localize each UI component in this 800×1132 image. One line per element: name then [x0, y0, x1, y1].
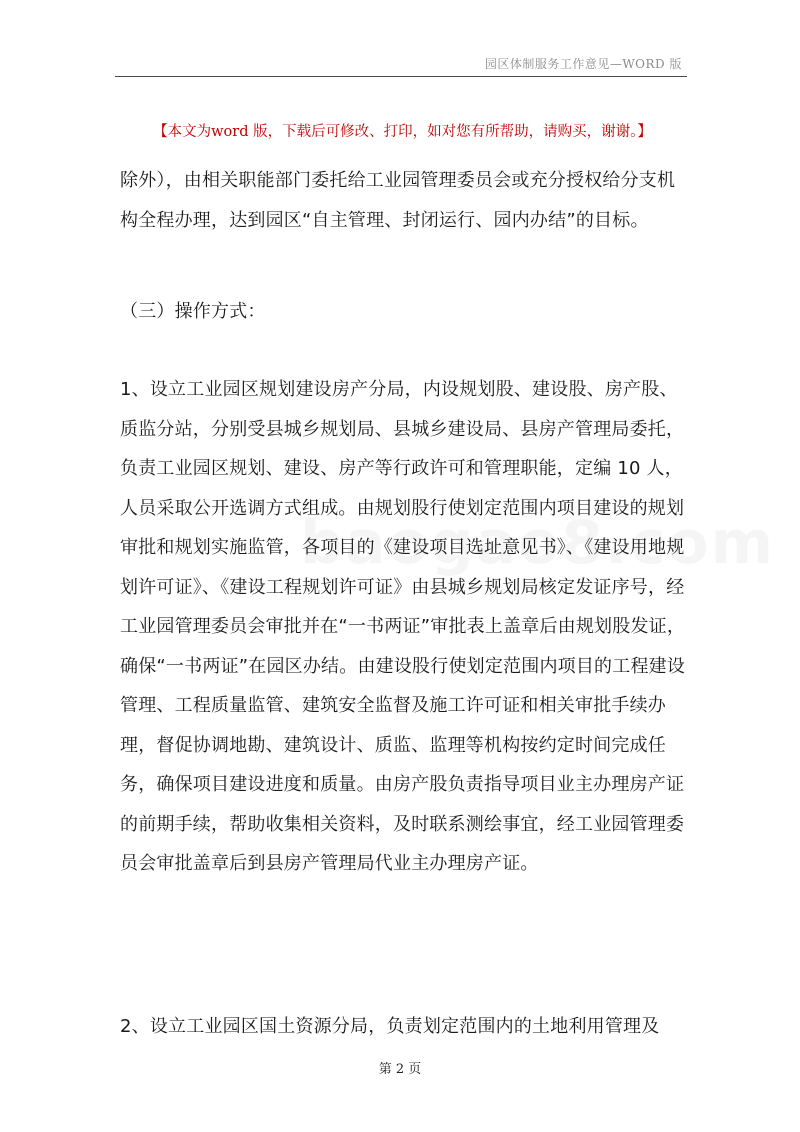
- paragraph-item-2: 2、设立工业园区国土资源分局，负责划定范围内的土地利用管理及: [120, 1016, 660, 1037]
- paragraph-item-1: 1、设立工业园区规划建设房产分局，内设规划股、建设股、房产股、质监分站，分别受县城乡规划局、县城乡建设局、县房产管理局委托，负责工业园区规划、建设、房产等行政许可和管理职能，定编 10 人，人员采取公开选调方式组成。由规划股行使划定范围内项目建设的规划审批和规划实施监管，各项目的《建设项目选址意见书》、《建设用地规划许可证》、《建设工程规划许可证》由县城乡规划局核定发证序号，经工业园管理委员会审批并在“一书两证”审批表上盖章后由规划股发证，确保“一书两证”在园区办结。由建设股行使划定范围内项目的工程建设管理、工程质量监管、建筑安全监督及施工许可证和相关审批手续办理，督促协调地勘、建筑设计、质监、监理等机构按约定时间完成任务，确保项目建设进度和质量。由房产股负责指导项目业主办理房产证的前期手续，帮助收集相关资料，及时联系测绘事宜，经工业园管理委员会审批盖章后到县房产管理局代业主办理房产证。: [120, 379, 686, 874]
- header-divider: [115, 76, 687, 77]
- paragraph-intro-continuation: 除外），由相关职能部门委托给工业园管理委员会或充分授权给分支机构全程办理，达到园区“自主管理、封闭运行、园内办结”的目标。: [120, 170, 676, 231]
- header-title: 园区体制服务工作意见—WORD 版: [484, 57, 682, 71]
- section-heading-operation: （三）操作方式：: [120, 301, 266, 322]
- page-number: 第 2 页: [378, 1062, 422, 1077]
- purchase-notice: 【本文为word 版，下载后可修改、打印，如对您有所帮助，请购买，谢谢。】: [153, 124, 652, 140]
